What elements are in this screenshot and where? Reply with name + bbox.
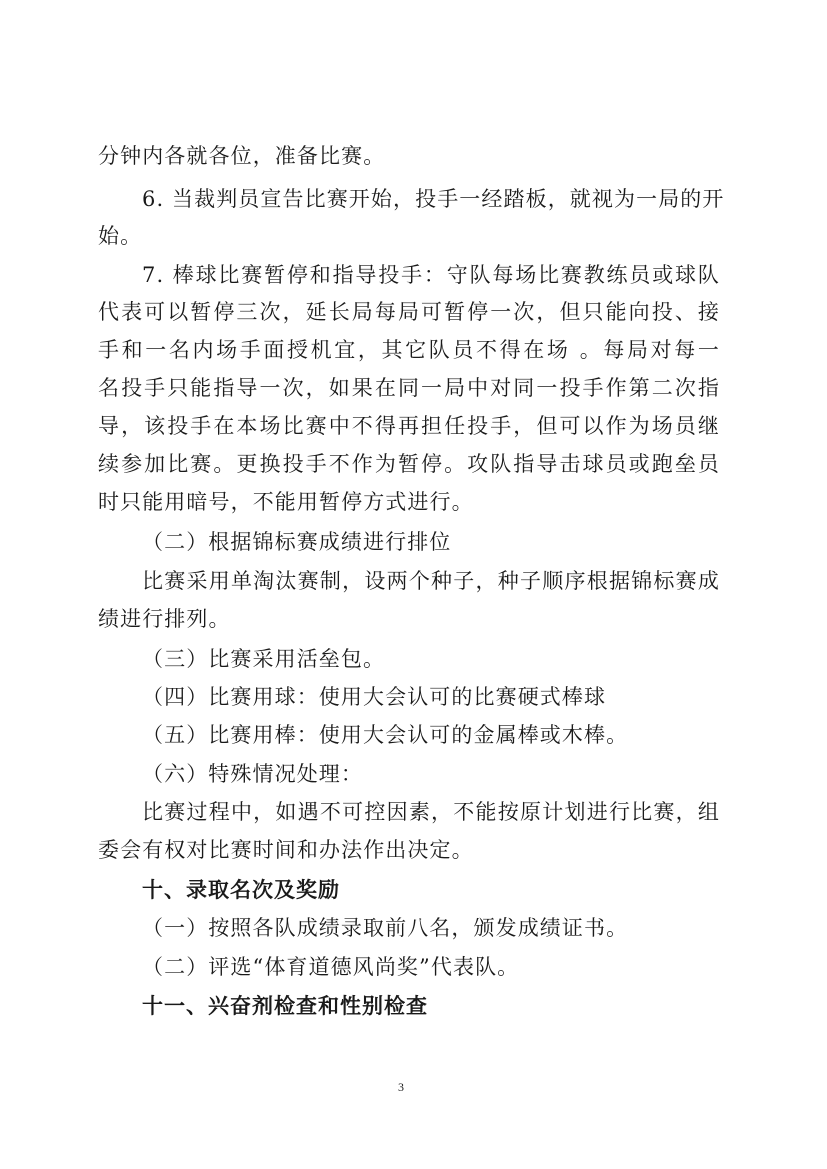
paragraph-line: （二）评选“体育道德风尚奖”代表队。	[142, 955, 520, 979]
paragraph-line: （五）比赛用棒：使用大会认可的金属棒或木棒。	[142, 723, 629, 747]
section-subheading: （二）根据锦标赛成绩进行排位	[142, 530, 452, 554]
paragraph-line: （六）特殊情况处理：	[142, 762, 363, 786]
paragraph-line: （四）比赛用球：使用大会认可的比赛硬式棒球	[142, 685, 607, 709]
paragraph-line: （三）比赛采用活垒包。	[142, 647, 386, 671]
paragraph-line: 始。	[98, 224, 143, 248]
paragraph-line: 时只能用暗号，不能用暂停方式进行。	[98, 490, 474, 514]
paragraph-line: 代表可以暂停三次，延长局每局可暂停一次，但只能向投、接	[98, 300, 720, 324]
paragraph-line: 绩进行排列。	[98, 607, 231, 631]
paragraph-line: 比赛采用单淘汰赛制，设两个种子，种子顺序根据锦标赛成	[142, 569, 720, 593]
page-number: 3	[398, 1080, 404, 1094]
paragraph-line: 比赛过程中，如遇不可控因素，不能按原计划进行比赛，组	[142, 800, 720, 824]
paragraph-line: 6. 当裁判员宣告比赛开始，投手一经踏板，就视为一局的开	[142, 187, 725, 211]
section-heading: 十、录取名次及奖励	[142, 878, 340, 902]
section-heading: 十一、兴奋剂检查和性别检查	[142, 994, 428, 1018]
paragraph-line: 导，该投手在本场比赛中不得再担任投手，但可以作为场员继	[98, 414, 720, 438]
paragraph-line: 委会有权对比赛时间和办法作出决定。	[98, 838, 474, 862]
paragraph-line: 7. 棒球比赛暂停和指导投手：守队每场比赛教练员或球队	[142, 263, 720, 287]
paragraph-line: 名投手只能指导一次，如果在同一局中对同一投手作第二次指	[98, 376, 720, 400]
paragraph-line: 分钟内各就各位，准备比赛。	[98, 144, 386, 168]
paragraph-line: 续参加比赛。更换投手不作为暂停。攻队指导击球员或跑垒员	[98, 452, 720, 476]
paragraph-line: （一）按照各队成绩录取前八名，颁发成绩证书。	[142, 916, 629, 940]
paragraph-line: 手和一名内场手面授机宜，其它队员不得在场 。每局对每一	[98, 338, 720, 362]
